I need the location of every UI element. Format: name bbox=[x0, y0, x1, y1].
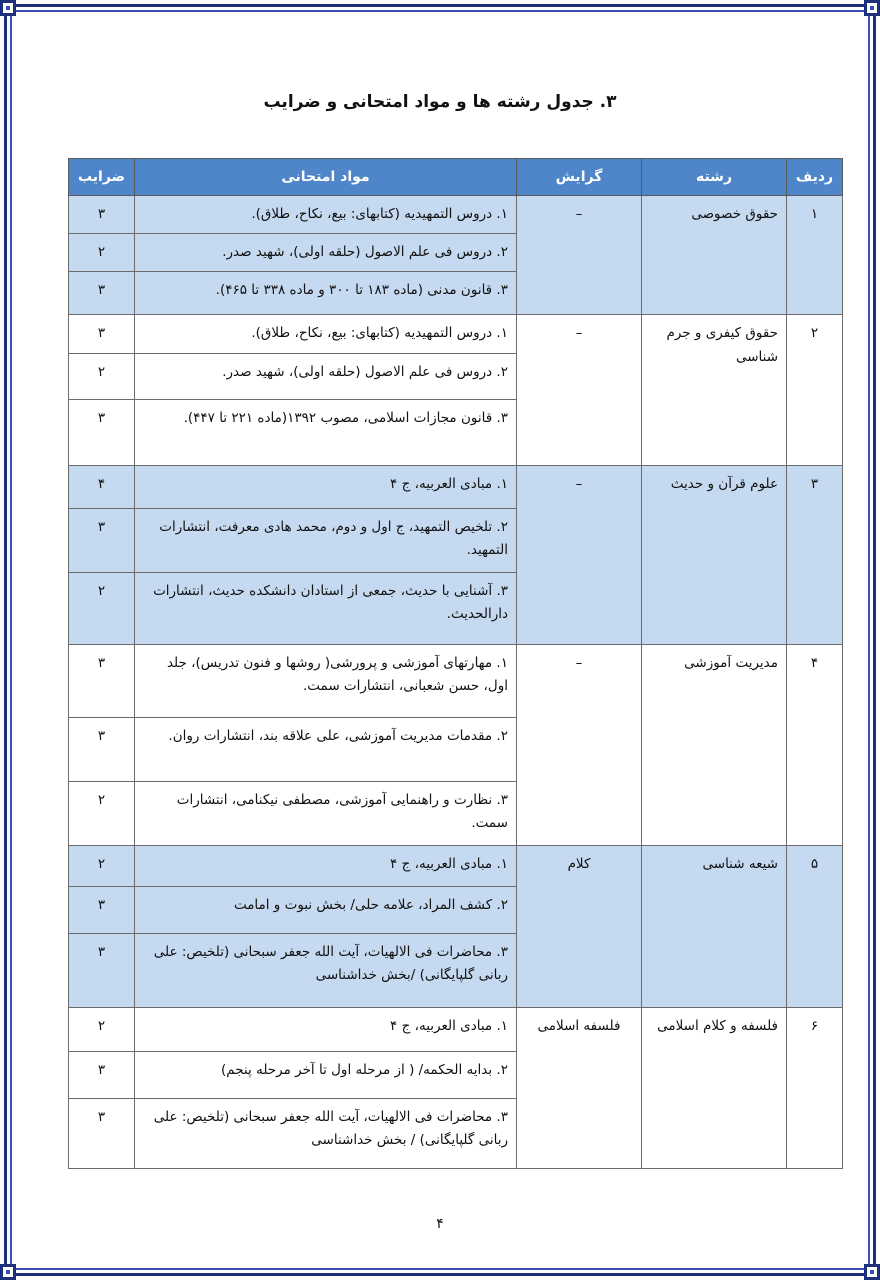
subject-cell: ۱. مبادی العربیه، ج ۴ bbox=[135, 845, 517, 886]
subject-cell: ۲. مقدمات مدیریت آموزشی، علی علاقه بند، انتشارات روان. bbox=[135, 717, 517, 781]
subject-cell: ۳. قانون مدنی (ماده ۱۸۳ تا ۳۰۰ و ماده ۳۳۸ تا ۴۶۵). bbox=[135, 272, 517, 315]
coefficient-cell: ۲ bbox=[69, 845, 135, 886]
coefficient-cell: ۳ bbox=[69, 508, 135, 572]
table-row bbox=[69, 1007, 843, 1051]
header-field: رشته bbox=[642, 159, 787, 196]
row-number-cell: ۵ bbox=[787, 845, 843, 1007]
field-cell: حقوق کیفری و جرم شناسی bbox=[642, 315, 787, 465]
subject-cell: ۱. دروس التمهیدیه (کتابهای: بیع، نکاح، طلاق). bbox=[135, 315, 517, 353]
coefficient-cell: ۳ bbox=[69, 272, 135, 315]
coefficient-cell: ۳ bbox=[69, 717, 135, 781]
corner-ornament-bottom-left bbox=[0, 1264, 16, 1280]
subject-cell: ۳. محاضرات فی الالهیات، آیت الله جعفر سبحانی (تلخیص: علی ربانی گلپایگانی) / بخش خداشناسی bbox=[135, 1098, 517, 1168]
row-number-cell: ۳ bbox=[787, 465, 843, 644]
header-branch: گرایش bbox=[517, 159, 642, 196]
coefficient-cell: ۳ bbox=[69, 399, 135, 465]
subject-cell: ۱. مبادی العربیه، ج ۴ bbox=[135, 1007, 517, 1051]
branch-cell: – bbox=[517, 315, 642, 465]
coefficient-cell: ۴ bbox=[69, 465, 135, 508]
table-row bbox=[69, 644, 843, 717]
subject-cell: ۲. کشف المراد، علامه حلی/ بخش نبوت و امامت bbox=[135, 886, 517, 933]
row-number-cell: ۲ bbox=[787, 315, 843, 465]
header-coefficient: ضرایب bbox=[69, 159, 135, 196]
table-header-row bbox=[69, 159, 843, 196]
row-number-cell: ۶ bbox=[787, 1007, 843, 1168]
subject-cell: ۲. دروس فی علم الاصول (حلقه اولی)، شهید صدر. bbox=[135, 353, 517, 399]
field-cell: علوم قرآن و حدیث bbox=[642, 465, 787, 644]
branch-cell: – bbox=[517, 644, 642, 845]
subject-cell: ۱. مهارتهای آموزشی و پرورشی( روشها و فنون تدریس)، جلد اول، حسن شعبانی، انتشارات سمت. bbox=[135, 644, 517, 717]
coefficient-cell: ۳ bbox=[69, 886, 135, 933]
coefficient-cell: ۲ bbox=[69, 234, 135, 272]
subject-cell: ۳. محاضرات فی الالهیات، آیت الله جعفر سبحانی (تلخیص: علی ربانی گلپایگانی) /بخش خداشناسی bbox=[135, 933, 517, 1007]
corner-ornament-top-left bbox=[0, 0, 16, 16]
subject-cell: ۳. قانون مجازات اسلامی، مصوب ۱۳۹۲(ماده ۲۲۱ تا ۴۴۷). bbox=[135, 399, 517, 465]
coefficient-cell: ۲ bbox=[69, 1007, 135, 1051]
branch-cell: – bbox=[517, 196, 642, 315]
coefficient-cell: ۳ bbox=[69, 933, 135, 1007]
subject-cell: ۲. بدایه الحکمه/ ( از مرحله اول تا آخر مرحله پنجم) bbox=[135, 1051, 517, 1098]
table-row bbox=[69, 196, 843, 234]
page-title: ۳. جدول رشته ها و مواد امتحانی و ضرایب bbox=[263, 92, 617, 112]
coefficient-cell: ۲ bbox=[69, 572, 135, 644]
coefficient-cell: ۳ bbox=[69, 196, 135, 234]
branch-cell: – bbox=[517, 465, 642, 644]
corner-ornament-top-right bbox=[864, 0, 880, 16]
coefficient-cell: ۳ bbox=[69, 644, 135, 717]
coefficient-cell: ۳ bbox=[69, 1098, 135, 1168]
table-row bbox=[69, 465, 843, 508]
subject-cell: ۱. دروس التمهیدیه (کتابهای: بیع، نکاح، طلاق). bbox=[135, 196, 517, 234]
table-row bbox=[69, 845, 843, 886]
field-cell: حقوق خصوصی bbox=[642, 196, 787, 315]
subject-cell: ۳. نظارت و راهنمایی آموزشی، مصطفی نیکنامی، انتشارات سمت. bbox=[135, 781, 517, 845]
coefficient-cell: ۳ bbox=[69, 315, 135, 353]
field-cell: شیعه شناسی bbox=[642, 845, 787, 1007]
branch-cell: فلسفه اسلامی bbox=[517, 1007, 642, 1168]
subject-cell: ۳. آشنایی با حدیث، جمعی از استادان دانشکده حدیث، انتشارات دارالحدیث. bbox=[135, 572, 517, 644]
page-number: ۴ bbox=[436, 1216, 444, 1232]
row-number-cell: ۴ bbox=[787, 644, 843, 845]
branch-cell: کلام bbox=[517, 845, 642, 1007]
row-number-cell: ۱ bbox=[787, 196, 843, 315]
coefficient-cell: ۲ bbox=[69, 353, 135, 399]
exam-subjects-table bbox=[68, 158, 843, 1169]
subject-cell: ۱. مبادی العربیه، ج ۴ bbox=[135, 465, 517, 508]
subject-cell: ۲. دروس فی علم الاصول (حلقه اولی)، شهید صدر. bbox=[135, 234, 517, 272]
header-row-number: ردیف bbox=[787, 159, 843, 196]
field-cell: فلسفه و کلام اسلامی bbox=[642, 1007, 787, 1168]
table-row bbox=[69, 315, 843, 353]
field-cell: مدیریت آموزشی bbox=[642, 644, 787, 845]
header-subjects: مواد امتحانی bbox=[135, 159, 517, 196]
coefficient-cell: ۳ bbox=[69, 1051, 135, 1098]
coefficient-cell: ۲ bbox=[69, 781, 135, 845]
corner-ornament-bottom-right bbox=[864, 1264, 880, 1280]
subject-cell: ۲. تلخیص التمهید، ج اول و دوم، محمد هادی معرفت، انتشارات التمهید. bbox=[135, 508, 517, 572]
